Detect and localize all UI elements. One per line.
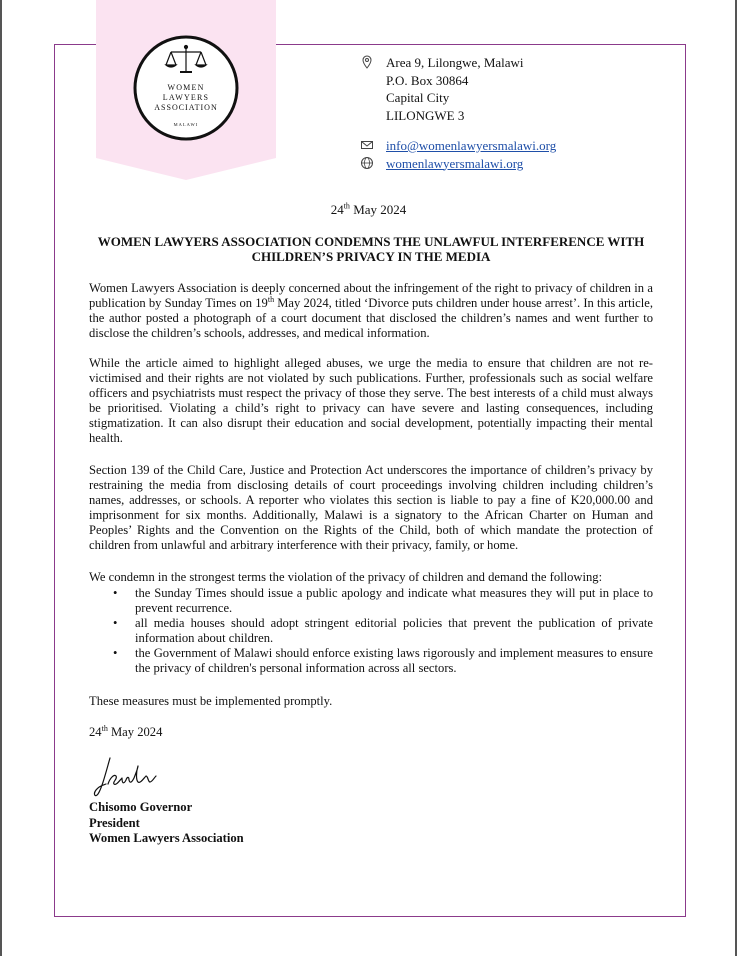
email-row [360,137,556,155]
address-line-3: Capital City [386,90,450,105]
envelope-icon [360,138,374,152]
website-row [360,155,556,173]
list-item: • the Sunday Times should issue a public apology and indicate what measures they will put in place to prevent recurrence. [135,586,653,616]
logo-text-lawyers: LAWYERS [162,93,210,102]
list-item: • all media houses should adopt stringent editorial policies that prevent the publication of private information about children. [135,616,653,646]
email-link[interactable]: info@womenlawyersmalawi.org [386,138,557,153]
demands-intro: We condemn in the strongest terms the violation of the privacy of children and demand the following: [89,570,603,584]
location-pin-icon [360,55,374,69]
address-line-4: LILONGWE 3 [386,107,465,123]
address-block [360,54,556,124]
address-line-1: Area 9, Lilongwe, Malawi [386,55,524,70]
wla-logo [133,35,239,141]
paragraph-5: These measures must be implemented promptly. [89,694,333,708]
letter-title: WOMEN LAWYERS ASSOCIATION CONDEMNS THE UNLAWFUL INTERFERENCE WITH CHILDREN’S PRIVACY IN THE MEDIA [97,234,645,264]
list-item: • the Government of Malawi should enforce existing laws rigorously and implement measures to ensure the privacy of children's personal information across all sectors. [135,646,653,676]
paragraph-2: While the article aimed to highlight alleged abuses, we urge the media to ensure that children are not re-victimised and their rights are not violated by such publications. Further, professionals such as social welfare officers and psychiatrists must respect the privacy of those they serve. The best interests of a child must always be prioritised. Violating a child’s right to privacy can have severe and lasting consequences, including stigmatization. It can also disrupt their education and social development, potentially impacting their mental health. [89,356,653,445]
handwritten-signature [92,754,162,800]
page-left-edge [0,0,2,956]
signatory-role: President [89,815,140,830]
paragraph-3: Section 139 of the Child Care, Justice and Protection Act underscores the importance of children’s privacy by restraining the media from disclosing details of court proceedings involving children including children’s names, addresses, or schools. A reporter who violates this section is liable to pay a fine of K20,000.00 and imprisonment for six months. Additionally, Malawi is a signatory to the African Charter on Human and Peoples’ Rights and the Convention on the Rights of the Child, both of which mandate the protection of children from unlawful and arbitrary interference with their privacy, family, or home. [89,463,653,552]
globe-icon [360,156,374,170]
paragraph-1: Women Lawyers Association is deeply concerned about the infringement of the right to privacy of children in a publication by Sunday Times on 19th May 2024, titled ‘Divorce puts children under house arrest’. In this article, the author posted a photograph of a court document that disclosed the children’s names and went further to disclose the children’s schools, addresses, and medical information. [89,281,653,340]
signatory-organization: Women Lawyers Association [89,831,244,845]
signatory-name: Chisomo Governor [89,800,193,814]
logo-text-women: WOMEN [167,83,205,92]
logo-text-malawi: MALAWI [173,122,199,127]
paragraph-4 [89,570,653,676]
closing-date: 24th May 2024 [89,723,163,739]
logo-text-association: ASSOCIATION [154,103,218,112]
contact-block [360,54,556,172]
demands-list [89,586,653,676]
letter-date: 24th May 2024 [330,201,407,217]
signatory-block [89,800,244,847]
website-link[interactable]: womenlawyersmalawi.org [386,155,524,171]
address-line-2: P.O. Box 30864 [386,72,469,88]
